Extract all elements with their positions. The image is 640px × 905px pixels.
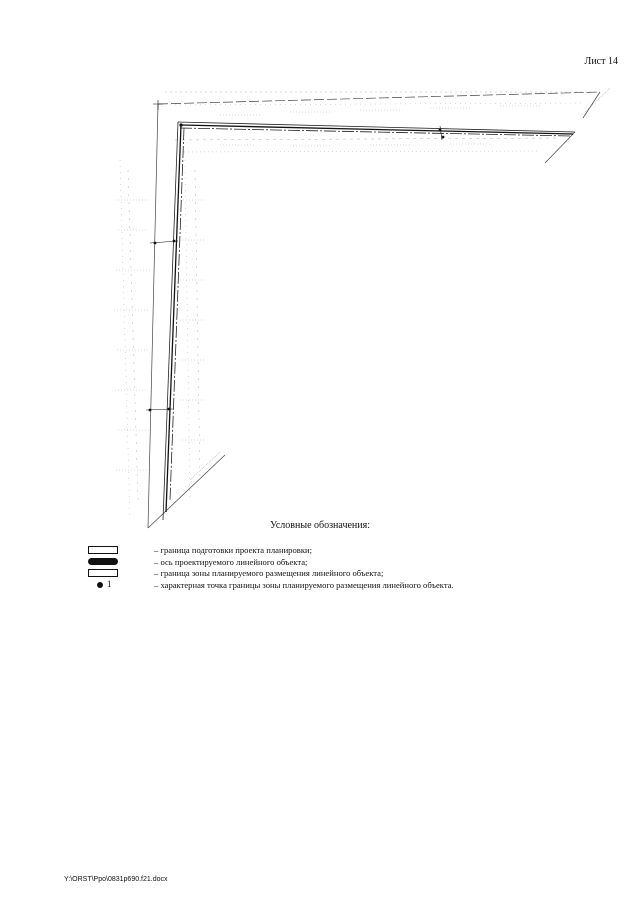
legend-text: – граница зоны планируемого размещения линейного объекта; — [154, 568, 384, 578]
road-label-marks — [190, 88, 610, 480]
legend-item-zone-boundary — [88, 568, 608, 579]
sheet-label: Лист 14 — [584, 56, 618, 67]
legend-text: – граница подготовки проекта планировки; — [154, 545, 312, 555]
object-axis — [166, 125, 573, 512]
legend-text: – ось проектируемого линейного объекта; — [154, 556, 308, 567]
double-rectangle-icon — [88, 569, 118, 577]
legend-item-characteristic-point — [88, 580, 608, 591]
map-faint-annotations — [114, 92, 590, 520]
point-marker-icon — [88, 578, 118, 589]
hollow-rectangle-icon — [88, 546, 118, 554]
point-number: 1 — [107, 578, 112, 589]
zone-boundary — [163, 122, 575, 520]
planning-boundary — [148, 92, 600, 528]
footer-file-path: Y:\ORST\Ppo\0831p690.f21.docx — [64, 876, 168, 883]
legend-text: – характерная точка границы зоны планируемого размещения линейного объекта. — [154, 579, 454, 590]
filled-bar-icon — [88, 558, 118, 565]
legend-item-object-axis — [88, 557, 608, 568]
legend-title: Условные обозначения: — [269, 520, 370, 531]
characteristic-points — [149, 123, 445, 411]
cross-ticks — [146, 100, 442, 410]
legend — [88, 545, 608, 591]
legend-item-planning-boundary — [88, 545, 608, 556]
